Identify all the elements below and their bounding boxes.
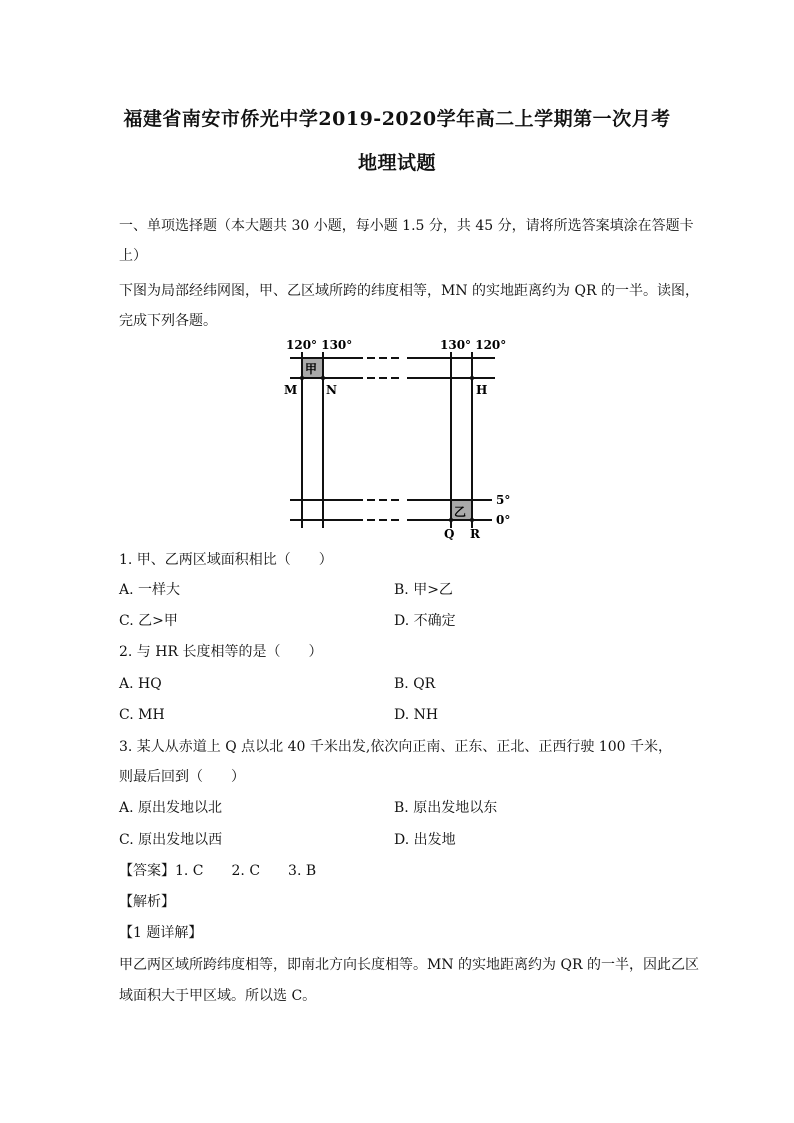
question-3-option-d: D. 出发地 xyxy=(394,832,456,848)
graticule-figure xyxy=(280,330,520,545)
detail-text-cont: 域面积大于甲区域。所以选 C。 xyxy=(119,988,317,1004)
label-R: R xyxy=(470,527,480,541)
document-title: 福建省南安市侨光中学2019-2020学年高二上学期第一次月考 xyxy=(123,108,671,130)
answer-line: 【答案】1. C 2. C 3. B xyxy=(119,863,317,879)
question-1-option-b: B. 甲>乙 xyxy=(394,582,453,598)
label-N: N xyxy=(326,383,337,397)
question-3-stem-cont: 则最后回到（ ） xyxy=(119,769,245,785)
question-1-option-c: C. 乙>甲 xyxy=(119,613,178,629)
detail-text: 甲乙两区域所跨纬度相等，即南北方向长度相等。MN 的实地距离约为 QR 的一半，因此乙区 xyxy=(119,957,699,973)
question-1-option-a: A. 一样大 xyxy=(119,582,181,598)
label-M: M xyxy=(284,383,298,397)
question-2-option-d: D. NH xyxy=(394,707,439,723)
question-3-option-c: C. 原出发地以西 xyxy=(119,832,223,848)
label-H: H xyxy=(476,383,488,397)
question-2-stem: 2. 与 HR 长度相等的是（ ） xyxy=(119,644,323,660)
intro-text: 下图为局部经纬网图，甲、乙区域所跨的纬度相等，MN 的实地距离约为 QR 的一半。读图， xyxy=(119,283,699,299)
section-heading-cont: 上） xyxy=(119,248,147,264)
document-subtitle: 地理试题 xyxy=(357,152,436,174)
point-Q xyxy=(449,518,453,522)
question-3-option-b: B. 原出发地以东 xyxy=(394,800,498,816)
label-lat-5: 5° xyxy=(496,493,511,507)
figure-top-left-labels: 120° 130° xyxy=(286,338,353,352)
label-yi: 乙 xyxy=(454,505,467,519)
question-2-option-c: C. MH xyxy=(119,707,165,723)
point-N xyxy=(321,376,325,380)
point-M xyxy=(300,376,304,380)
label-jia: 甲 xyxy=(305,362,318,376)
section-heading: 一、单项选择题（本大题共 30 小题，每小题 1.5 分，共 45 分，请将所选答案填涂在答题卡 xyxy=(119,218,694,234)
question-3-option-a: A. 原出发地以北 xyxy=(119,800,223,816)
question-1-stem: 1. 甲、乙两区域面积相比（ ） xyxy=(119,552,333,568)
analysis-heading: 【解析】 xyxy=(119,894,175,910)
question-1-option-d: D. 不确定 xyxy=(394,613,456,629)
point-R xyxy=(470,518,474,522)
figure-top-right-labels: 130° 120° xyxy=(440,338,507,352)
detail-heading: 【1 题详解】 xyxy=(119,925,203,941)
intro-text-cont: 完成下列各题。 xyxy=(119,313,217,329)
question-2-option-a: A. HQ xyxy=(119,676,162,692)
label-Q: Q xyxy=(444,527,455,541)
label-lat-0: 0° xyxy=(496,513,511,527)
question-2-option-b: B. QR xyxy=(394,676,436,692)
question-3-stem: 3. 某人从赤道上 Q 点以北 40 千米出发,依次向正南、正东、正北、正西行驶 100 千米， xyxy=(119,739,672,755)
point-H xyxy=(470,376,474,380)
